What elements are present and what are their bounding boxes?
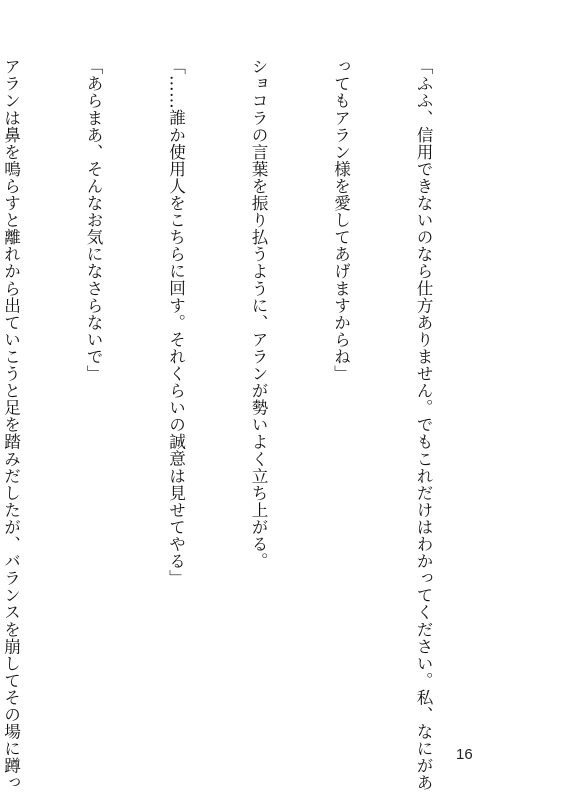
text-line: 「ふふ、信用できないのなら仕方ありません。でもこれだけはわかってください。私、なにがあ: [414, 58, 433, 792]
text-line: 「あらまあ、そんなお気になさらないで」: [84, 58, 103, 382]
text-line: ショコラの言葉を振り払うように、アランが勢いよく立ち上がる。: [249, 58, 268, 570]
text-line: 「……誰か使用人をこちらに回す。それくらいの誠意は見せてやる」: [166, 58, 186, 587]
text-line: アランは鼻を鳴らすと離れから出ていこうと足を踏みだしたが、バランスを崩してその場に蹲っ: [1, 58, 21, 792]
page-number: 16: [456, 746, 473, 763]
text-line: ってもアラン様を愛してあげますからね」: [331, 58, 351, 382]
